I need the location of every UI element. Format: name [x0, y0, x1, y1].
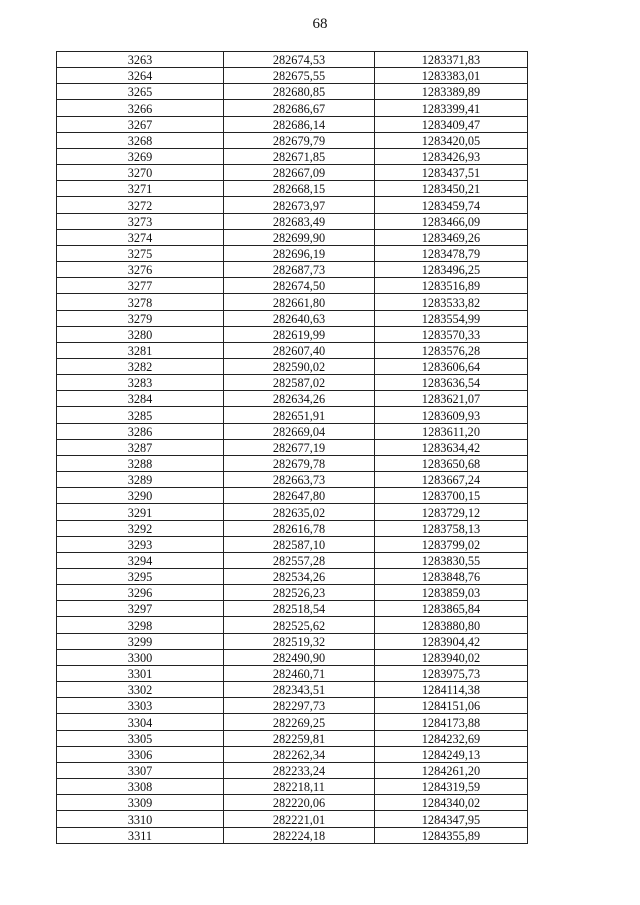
point-number-cell: 3282 — [57, 358, 224, 374]
y-coordinate-cell: 1283383,01 — [375, 68, 528, 84]
x-coordinate-cell: 282587,02 — [224, 375, 375, 391]
x-coordinate-cell: 282233,24 — [224, 762, 375, 778]
y-coordinate-cell: 1283758,13 — [375, 520, 528, 536]
x-coordinate-cell: 282616,78 — [224, 520, 375, 536]
point-number-cell: 3294 — [57, 552, 224, 568]
table-row — [57, 488, 528, 504]
x-coordinate-cell: 282667,09 — [224, 165, 375, 181]
y-coordinate-cell: 1284319,59 — [375, 779, 528, 795]
y-coordinate-cell: 1283848,76 — [375, 569, 528, 585]
x-coordinate-cell: 282687,73 — [224, 262, 375, 278]
y-coordinate-cell: 1283426,93 — [375, 148, 528, 164]
y-coordinate-cell: 1283700,15 — [375, 488, 528, 504]
point-number-cell: 3308 — [57, 779, 224, 795]
x-coordinate-cell: 282675,55 — [224, 68, 375, 84]
x-coordinate-cell: 282224,18 — [224, 827, 375, 843]
x-coordinate-cell: 282680,85 — [224, 84, 375, 100]
point-number-cell: 3274 — [57, 229, 224, 245]
point-number-cell: 3287 — [57, 439, 224, 455]
table-row — [57, 294, 528, 310]
table-row — [57, 326, 528, 342]
table-row — [57, 569, 528, 585]
x-coordinate-cell: 282668,15 — [224, 181, 375, 197]
table-row — [57, 262, 528, 278]
table-row — [57, 391, 528, 407]
y-coordinate-cell: 1283621,07 — [375, 391, 528, 407]
x-coordinate-cell: 282460,71 — [224, 665, 375, 681]
x-coordinate-cell: 282635,02 — [224, 504, 375, 520]
point-number-cell: 3305 — [57, 730, 224, 746]
point-number-cell: 3298 — [57, 617, 224, 633]
y-coordinate-cell: 1283634,42 — [375, 439, 528, 455]
point-number-cell: 3278 — [57, 294, 224, 310]
point-number-cell: 3293 — [57, 536, 224, 552]
y-coordinate-cell: 1283650,68 — [375, 455, 528, 471]
y-coordinate-cell: 1283459,74 — [375, 197, 528, 213]
y-coordinate-cell: 1283399,41 — [375, 100, 528, 116]
y-coordinate-cell: 1283609,93 — [375, 407, 528, 423]
x-coordinate-cell: 282587,10 — [224, 536, 375, 552]
x-coordinate-cell: 282519,32 — [224, 633, 375, 649]
table-row — [57, 165, 528, 181]
x-coordinate-cell: 282221,01 — [224, 811, 375, 827]
x-coordinate-cell: 282661,80 — [224, 294, 375, 310]
y-coordinate-cell: 1284249,13 — [375, 746, 528, 762]
y-coordinate-cell: 1284340,02 — [375, 795, 528, 811]
y-coordinate-cell: 1283904,42 — [375, 633, 528, 649]
x-coordinate-cell: 282640,63 — [224, 310, 375, 326]
point-number-cell: 3288 — [57, 455, 224, 471]
y-coordinate-cell: 1283516,89 — [375, 278, 528, 294]
point-number-cell: 3284 — [57, 391, 224, 407]
point-number-cell: 3280 — [57, 326, 224, 342]
point-number-cell: 3301 — [57, 665, 224, 681]
x-coordinate-cell: 282525,62 — [224, 617, 375, 633]
point-number-cell: 3311 — [57, 827, 224, 843]
table-row — [57, 148, 528, 164]
table-row — [57, 439, 528, 455]
table-row — [57, 455, 528, 471]
x-coordinate-cell: 282297,73 — [224, 698, 375, 714]
point-number-cell: 3290 — [57, 488, 224, 504]
point-number-cell: 3277 — [57, 278, 224, 294]
point-number-cell: 3264 — [57, 68, 224, 84]
point-number-cell: 3307 — [57, 762, 224, 778]
point-number-cell: 3306 — [57, 746, 224, 762]
y-coordinate-cell: 1283865,84 — [375, 601, 528, 617]
table-row — [57, 665, 528, 681]
x-coordinate-cell: 282686,67 — [224, 100, 375, 116]
point-number-cell: 3310 — [57, 811, 224, 827]
point-number-cell: 3286 — [57, 423, 224, 439]
x-coordinate-cell: 282490,90 — [224, 649, 375, 665]
y-coordinate-cell: 1283466,09 — [375, 213, 528, 229]
point-number-cell: 3285 — [57, 407, 224, 423]
y-coordinate-cell: 1283533,82 — [375, 294, 528, 310]
x-coordinate-cell: 282683,49 — [224, 213, 375, 229]
y-coordinate-cell: 1283478,79 — [375, 245, 528, 261]
point-number-cell: 3270 — [57, 165, 224, 181]
x-coordinate-cell: 282218,11 — [224, 779, 375, 795]
point-number-cell: 3276 — [57, 262, 224, 278]
y-coordinate-cell: 1283667,24 — [375, 472, 528, 488]
point-number-cell: 3279 — [57, 310, 224, 326]
point-number-cell: 3273 — [57, 213, 224, 229]
y-coordinate-cell: 1283830,55 — [375, 552, 528, 568]
table-row — [57, 472, 528, 488]
x-coordinate-cell: 282674,53 — [224, 52, 375, 68]
x-coordinate-cell: 282634,26 — [224, 391, 375, 407]
x-coordinate-cell: 282696,19 — [224, 245, 375, 261]
point-number-cell: 3291 — [57, 504, 224, 520]
x-coordinate-cell: 282590,02 — [224, 358, 375, 374]
table-row — [57, 197, 528, 213]
y-coordinate-cell: 1283469,26 — [375, 229, 528, 245]
y-coordinate-cell: 1284261,20 — [375, 762, 528, 778]
table-row — [57, 520, 528, 536]
y-coordinate-cell: 1283450,21 — [375, 181, 528, 197]
table-row — [57, 342, 528, 358]
x-coordinate-cell: 282677,19 — [224, 439, 375, 455]
point-number-cell: 3283 — [57, 375, 224, 391]
table-row — [57, 730, 528, 746]
table-row — [57, 552, 528, 568]
x-coordinate-cell: 282663,73 — [224, 472, 375, 488]
point-number-cell: 3297 — [57, 601, 224, 617]
table-row — [57, 698, 528, 714]
y-coordinate-cell: 1283496,25 — [375, 262, 528, 278]
table-row — [57, 601, 528, 617]
y-coordinate-cell: 1283799,02 — [375, 536, 528, 552]
table-row — [57, 504, 528, 520]
y-coordinate-cell: 1284114,38 — [375, 682, 528, 698]
table-row — [57, 633, 528, 649]
y-coordinate-cell: 1284355,89 — [375, 827, 528, 843]
point-number-cell: 3299 — [57, 633, 224, 649]
x-coordinate-cell: 282259,81 — [224, 730, 375, 746]
coordinates-table-body — [57, 52, 528, 844]
x-coordinate-cell: 282669,04 — [224, 423, 375, 439]
table-row — [57, 649, 528, 665]
x-coordinate-cell: 282679,79 — [224, 132, 375, 148]
table-row — [57, 682, 528, 698]
point-number-cell: 3302 — [57, 682, 224, 698]
y-coordinate-cell: 1283576,28 — [375, 342, 528, 358]
point-number-cell: 3300 — [57, 649, 224, 665]
x-coordinate-cell: 282619,99 — [224, 326, 375, 342]
point-number-cell: 3292 — [57, 520, 224, 536]
table-row — [57, 423, 528, 439]
table-row — [57, 84, 528, 100]
x-coordinate-cell: 282343,51 — [224, 682, 375, 698]
table-row — [57, 811, 528, 827]
x-coordinate-cell: 282557,28 — [224, 552, 375, 568]
point-number-cell: 3296 — [57, 585, 224, 601]
x-coordinate-cell: 282673,97 — [224, 197, 375, 213]
table-row — [57, 229, 528, 245]
y-coordinate-cell: 1283975,73 — [375, 665, 528, 681]
x-coordinate-cell: 282526,23 — [224, 585, 375, 601]
point-number-cell: 3304 — [57, 714, 224, 730]
point-number-cell: 3303 — [57, 698, 224, 714]
y-coordinate-cell: 1283389,89 — [375, 84, 528, 100]
y-coordinate-cell: 1283859,03 — [375, 585, 528, 601]
point-number-cell: 3267 — [57, 116, 224, 132]
point-number-cell: 3263 — [57, 52, 224, 68]
x-coordinate-cell: 282651,91 — [224, 407, 375, 423]
point-number-cell: 3266 — [57, 100, 224, 116]
x-coordinate-cell: 282671,85 — [224, 148, 375, 164]
y-coordinate-cell: 1283729,12 — [375, 504, 528, 520]
point-number-cell: 3271 — [57, 181, 224, 197]
table-row — [57, 68, 528, 84]
table-row — [57, 827, 528, 843]
y-coordinate-cell: 1284232,69 — [375, 730, 528, 746]
x-coordinate-cell: 282647,80 — [224, 488, 375, 504]
coordinates-table — [56, 51, 528, 844]
x-coordinate-cell: 282607,40 — [224, 342, 375, 358]
y-coordinate-cell: 1283554,99 — [375, 310, 528, 326]
table-row — [57, 52, 528, 68]
table-row — [57, 795, 528, 811]
table-row — [57, 762, 528, 778]
y-coordinate-cell: 1283409,47 — [375, 116, 528, 132]
x-coordinate-cell: 282679,78 — [224, 455, 375, 471]
x-coordinate-cell: 282686,14 — [224, 116, 375, 132]
point-number-cell: 3289 — [57, 472, 224, 488]
table-row — [57, 310, 528, 326]
x-coordinate-cell: 282699,90 — [224, 229, 375, 245]
table-row — [57, 375, 528, 391]
x-coordinate-cell: 282262,34 — [224, 746, 375, 762]
y-coordinate-cell: 1283570,33 — [375, 326, 528, 342]
y-coordinate-cell: 1284151,06 — [375, 698, 528, 714]
x-coordinate-cell: 282269,25 — [224, 714, 375, 730]
point-number-cell: 3295 — [57, 569, 224, 585]
x-coordinate-cell: 282518,54 — [224, 601, 375, 617]
table-row — [57, 746, 528, 762]
point-number-cell: 3272 — [57, 197, 224, 213]
table-row — [57, 358, 528, 374]
y-coordinate-cell: 1283420,05 — [375, 132, 528, 148]
x-coordinate-cell: 282220,06 — [224, 795, 375, 811]
x-coordinate-cell: 282534,26 — [224, 569, 375, 585]
point-number-cell: 3268 — [57, 132, 224, 148]
y-coordinate-cell: 1284347,95 — [375, 811, 528, 827]
table-row — [57, 245, 528, 261]
y-coordinate-cell: 1283880,80 — [375, 617, 528, 633]
page-number: 68 — [312, 16, 328, 32]
point-number-cell: 3309 — [57, 795, 224, 811]
table-row — [57, 100, 528, 116]
y-coordinate-cell: 1284173,88 — [375, 714, 528, 730]
y-coordinate-cell: 1283606,64 — [375, 358, 528, 374]
table-row — [57, 116, 528, 132]
table-row — [57, 779, 528, 795]
table-row — [57, 278, 528, 294]
table-row — [57, 181, 528, 197]
point-number-cell: 3269 — [57, 148, 224, 164]
point-number-cell: 3275 — [57, 245, 224, 261]
table-row — [57, 407, 528, 423]
table-row — [57, 617, 528, 633]
y-coordinate-cell: 1283611,20 — [375, 423, 528, 439]
point-number-cell: 3265 — [57, 84, 224, 100]
y-coordinate-cell: 1283940,02 — [375, 649, 528, 665]
point-number-cell: 3281 — [57, 342, 224, 358]
y-coordinate-cell: 1283437,51 — [375, 165, 528, 181]
y-coordinate-cell: 1283371,83 — [375, 52, 528, 68]
x-coordinate-cell: 282674,50 — [224, 278, 375, 294]
table-row — [57, 536, 528, 552]
table-row — [57, 132, 528, 148]
table-row — [57, 213, 528, 229]
y-coordinate-cell: 1283636,54 — [375, 375, 528, 391]
table-row — [57, 585, 528, 601]
table-row — [57, 714, 528, 730]
